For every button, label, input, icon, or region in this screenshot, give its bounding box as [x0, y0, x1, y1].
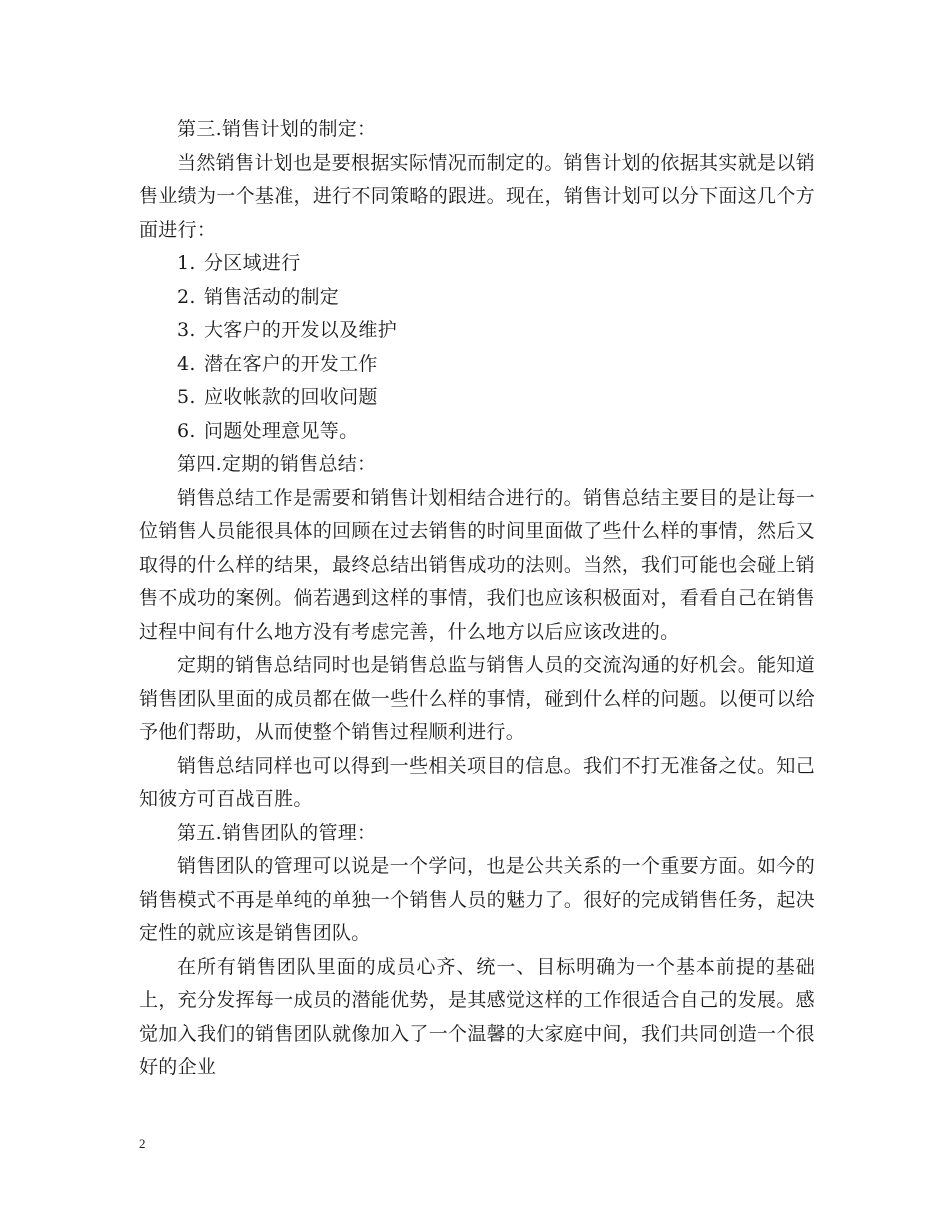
- section-heading-3: 第三.销售计划的制定：: [177, 118, 377, 140]
- list-item-number: 6.: [177, 419, 196, 442]
- list-item-text: 应收帐款的回收问题: [204, 386, 378, 408]
- list-item: [139, 247, 815, 281]
- list-item-text: 潜在客户的开发工作: [204, 352, 378, 375]
- section-heading-5: 第五.销售团队的管理：: [177, 821, 377, 844]
- page-number: 2: [139, 1136, 146, 1151]
- paragraph: 销售团队的管理可以说是一个学问，也是公共关系的一个重要方面。如今的销售模式不再是单纯的单独一个销售人员的魅力了。很好的完成销售任务，起决定性的就应该是销售团队。: [139, 855, 815, 944]
- paragraph: 销售总结工作是需要和销售计划相结合进行的。销售总结主要目的是让每一位销售人员能很具体的回顾在过去销售的时间里面做了些什么样的事情，然后又取得的什么样的结果，最终总结出销售成功的法则。当然，我们可能也会碰上销售不成功的案例。倘若遇到这样的事情，我们也应该积极面对，看看自己在销售过程中间有什么地方没有考虑完善，什么地方以后应该改进的。: [139, 486, 815, 643]
- paragraph: 当然销售计划也是要根据实际情况而制定的。销售计划的依据其实就是以销售业绩为一个基准，进行不同策略的跟进。现在，销售计划可以分下面这几个方面进行：: [139, 151, 815, 241]
- document-body: [139, 113, 815, 1085]
- list-item: [139, 348, 815, 382]
- list-item-text: 问题处理意见等。: [204, 419, 359, 442]
- section-heading-4: 第四.定期的销售总结：: [177, 453, 377, 475]
- list-item-number: 5.: [177, 386, 196, 408]
- list-item: [139, 314, 815, 348]
- list-item-text: 分区域进行: [204, 252, 301, 274]
- list-item: [139, 381, 815, 415]
- list-item-number: 2.: [177, 285, 196, 308]
- list-item: [139, 415, 815, 449]
- list-item-text: 大客户的开发以及维护: [204, 319, 398, 341]
- paragraph: 销售总结同样也可以得到一些相关项目的信息。我们不打无准备之仗。知己知彼方可百战百胜。: [139, 754, 815, 810]
- list-item-number: 4.: [177, 352, 196, 375]
- list-item-number: 1.: [177, 252, 196, 274]
- list-item: [139, 281, 815, 315]
- list-item-text: 销售活动的制定: [204, 285, 340, 308]
- paragraph: 定期的销售总结同时也是销售总监与销售人员的交流沟通的好机会。能知道销售团队里面的成员都在做一些什么样的事情，碰到什么样的问题。以便可以给予他们帮助，从而使整个销售过程顺利进行。: [139, 654, 815, 743]
- paragraph: 在所有销售团队里面的成员心齐、统一、目标明确为一个基本前提的基础上，充分发挥每一成员的潜能优势，是其感觉这样的工作很适合自己的发展。感觉加入我们的销售团队就像加入了一个温馨的大家庭中间，我们共同创造一个很好的企业: [139, 955, 815, 1078]
- list-item-number: 3.: [177, 319, 196, 341]
